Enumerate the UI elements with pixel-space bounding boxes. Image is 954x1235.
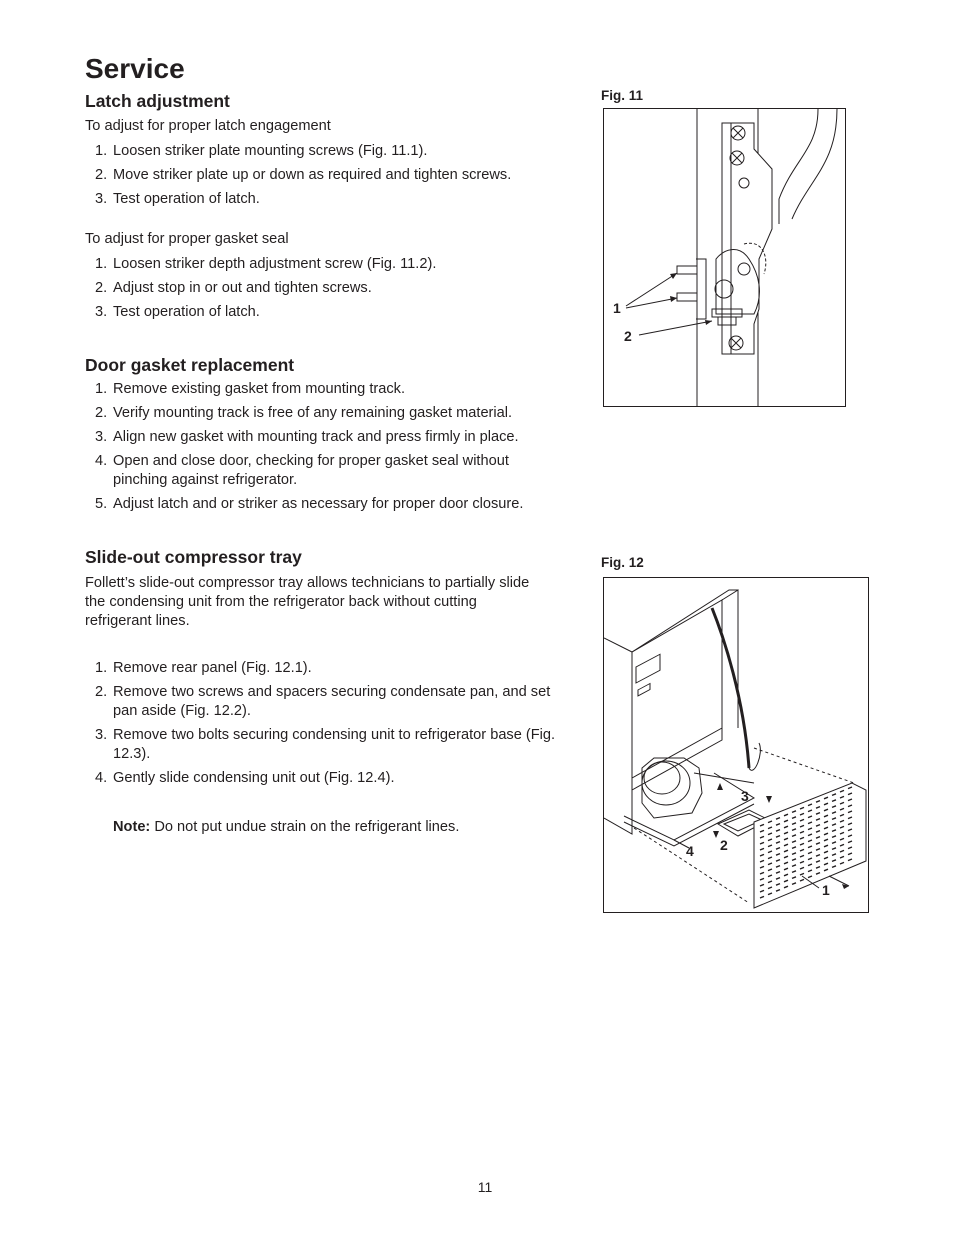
fig12-callout-2: 2 [720, 837, 728, 853]
list-item: 2. Remove two screws and spacers securing condensate pan, and set pan aside (Fig. 12.2). [95, 684, 551, 719]
list-item: 4. Open and close door, checking for proper gasket seal without pinching against refrigerator. [95, 453, 509, 488]
latch-steps-engagement [85, 142, 560, 214]
fig11-illustration [603, 108, 846, 407]
fig12-callout-1: 1 [822, 882, 830, 898]
list-item: 1. Remove rear panel (Fig. 12.1). [95, 660, 312, 676]
latch-intro-engagement: To adjust for proper latch engagement [85, 118, 331, 134]
fig11-callout-1: 1 [613, 300, 621, 316]
note-text: Do not put undue strain on the refrigerant lines. [150, 819, 460, 835]
gasket-heading: Door gasket replacement [85, 355, 295, 375]
page-title: Service [85, 53, 185, 84]
list-item: 2. Move striker plate up or down as required and tighten screws. [95, 167, 512, 183]
gasket-steps [85, 380, 560, 519]
tray-heading: Slide-out compressor tray [85, 547, 302, 567]
fig12-callout-3: 3 [741, 788, 749, 804]
latch-steps-seal [85, 255, 560, 327]
list-item: 2. Verify mounting track is free of any remaining gasket material. [95, 405, 513, 421]
tray-note [113, 818, 459, 837]
list-item: 2. Adjust stop in or out and tighten screws. [95, 280, 372, 296]
page-number: 11 [477, 1179, 493, 1195]
latch-intro-seal: To adjust for proper gasket seal [85, 231, 289, 247]
latch-heading: Latch adjustment [85, 91, 230, 111]
note-label: Note: [113, 819, 151, 835]
tray-steps [85, 659, 560, 793]
list-item: 4. Gently slide condensing unit out (Fig. 12.4). [95, 770, 395, 786]
list-item: 5. Adjust latch and or striker as necessary for proper door closure. [95, 496, 524, 512]
list-item: 1. Loosen striker depth adjustment screw (Fig. 11.2). [95, 256, 437, 272]
compressor-tray-diagram [604, 578, 868, 912]
fig12-illustration [603, 577, 869, 913]
fig12-callout-4: 4 [686, 843, 694, 859]
list-item: 1. Loosen striker plate mounting screws (Fig. 11.1). [95, 143, 428, 159]
list-item: 3. Remove two bolts securing condensing unit to refrigerator base (Fig. 12.3). [95, 727, 556, 762]
fig11-label: Fig. 11 [601, 88, 644, 103]
list-item: 1. Remove existing gasket from mounting track. [95, 381, 405, 397]
list-item: 3. Align new gasket with mounting track and press firmly in place. [95, 429, 519, 445]
fig12-label: Fig. 12 [601, 555, 644, 570]
list-item: 3. Test operation of latch. [95, 191, 260, 207]
list-item: 3. Test operation of latch. [95, 304, 260, 320]
fig11-callout-2: 2 [624, 328, 632, 344]
tray-intro: Follett’s slide-out compressor tray allows technicians to partially slide the condensing unit from the refrigerator back without cutting refrigerant lines. [85, 575, 530, 629]
latch-diagram [604, 109, 845, 406]
